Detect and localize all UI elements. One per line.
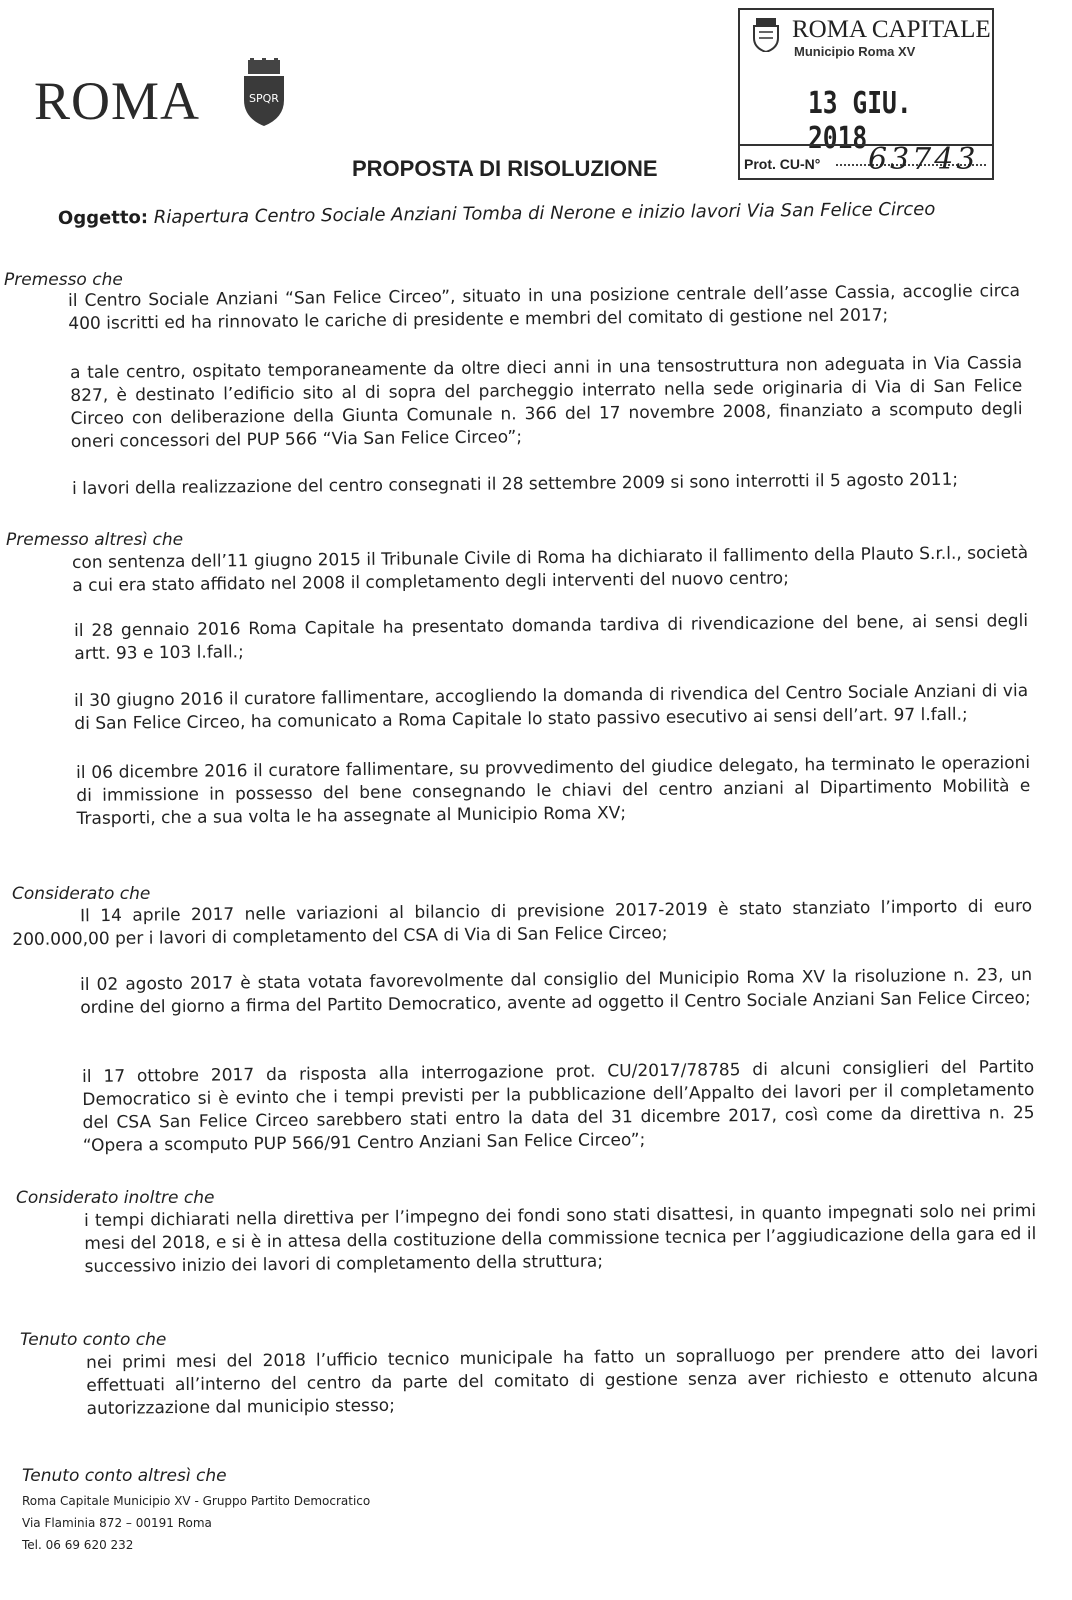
protocol-number: 63743	[868, 142, 979, 177]
premesso-paragraph-1: il Centro Sociale Anziani “San Felice Circeo”, situato in una posizione centrale dell’asse Cassia, accoglie circa 400 iscritti ed ha rinnovato le cariche di presidente e membri del comitato di gestione nel 2017;	[68, 281, 1021, 334]
subject-label: Oggetto:	[57, 207, 149, 229]
footer-group: Roma Capitale Municipio XV - Gruppo Partito Democratico	[22, 1494, 371, 1508]
considerato-paragraph-3: il 17 ottobre 2017 da risposta alla interrogazione prot. CU/2017/78785 di alcuni consiglieri del Partito Democratico si è evinto che i tempi previsti per la pubblicazione dell’Appalto dei lavori per il completamento del CSA San Felice Circeo sarebbero stati entro la data del 31 dicembre 2017, così come da direttiva n. 25 “Opera a scomputo PUP 566/91 Centro Anziani San Felice Circeo”;	[82, 1057, 1035, 1156]
protocol-label: Prot. CU-N°	[744, 156, 821, 172]
subject-text: Riapertura Centro Sociale Anziani Tomba di Nerone e inizio lavori Via San Felice Circeo	[153, 198, 936, 228]
stamp-title: ROMA CAPITALE	[792, 16, 991, 43]
stamp-crest-icon	[752, 18, 780, 52]
premesso-altresi-paragraph-3: il 30 giugno 2016 il curatore fallimentare, accogliendo la domanda di rivendica del Centro Sociale Anziani di via di San Felice Circeo, ha comunicato a Roma Capitale lo stato passivo esecutivo ai sensi dell’art. 97 l.fall.;	[74, 681, 1029, 734]
stamp-date: 13 GIU. 2018	[808, 86, 912, 156]
considerato-inoltre-paragraph-1: i tempi dichiarati nella direttiva per l’impegno dei fondi sono stati disattesi, in quanto impegnati solo nei primi mesi del 2018, e si è in attesa della costituzione della commissione tecnica per l’aggiudicazione della gara ed il successivo inizio dei lavori di completamento della struttura;	[84, 1201, 1037, 1277]
protocol-stamp	[738, 8, 994, 180]
subject-line	[58, 199, 936, 229]
premesso-altresi-paragraph-2: il 28 gennaio 2016 Roma Capitale ha presentato domanda tardiva di rivendicazione del bene, ai sensi degli artt. 93 e 103 l.fall.;	[74, 611, 1029, 664]
protocol-row	[740, 144, 992, 182]
premesso-altresi-paragraph-4: il 06 dicembre 2016 il curatore fallimentare, su provvedimento del giudice delegato, ha terminato le operazioni di immissione in possesso del bene consegnando le chiavi del centro anziani al Dipartimento Mobilità e Trasporti, che a sua volta le ha assegnate al Municipio Roma XV;	[76, 753, 1031, 829]
premesso-altresi-paragraph-1: con sentenza dell’11 giugno 2015 il Tribunale Civile di Roma ha dichiarato il fallimento della Plauto S.r.l., società a cui era stato affidato nel 2008 il completamento degli interventi del nuovo centro;	[72, 542, 1029, 596]
svg-text:SPQR: SPQR	[249, 92, 279, 105]
heading-tenuto-conto-altresi: Tenuto conto altresì che	[22, 1466, 227, 1486]
premesso-paragraph-2: a tale centro, ospitato temporaneamente da oltre dieci anni in una tensostruttura non adeguata in Via Cassia 827, è destinato l’edificio sito al di sopra del parcheggio interrato nella sede originaria di Via di San Felice Circeo con deliberazione della Giunta Comunale n. 366 del 17 novembre 2008, finanziato a scomputo degli oneri concessori del PUP 566 “Via San Felice Circeo”;	[70, 353, 1023, 452]
roma-logo-text: ROMA	[34, 71, 201, 131]
considerato-paragraph-1: Il 14 aprile 2017 nelle variazioni al bilancio di previsione 2017-2019 è stato stanziato l’importo di euro 200.000,00 per i lavori di completamento del CSA di Via di San Felice Circeo;	[12, 896, 1033, 950]
premesso-paragraph-3: i lavori della realizzazione del centro consegnati il 28 settembre 2009 si sono interrotti il 5 agosto 2011;	[72, 469, 959, 499]
footer-phone: Tel. 06 69 620 232	[22, 1538, 134, 1552]
footer-address: Via Flaminia 872 – 00191 Roma	[22, 1516, 212, 1530]
tenuto-conto-paragraph-1: nei primi mesi del 2018 l’ufficio tecnico municipale ha fatto un sopralluogo per prendere atto dei lavori effettuati all’interno del centro da parte del comitato di gestione senza aver richiesto e ottenuto alcuna autorizzazione dal municipio stesso;	[86, 1343, 1039, 1419]
stamp-subtitle: Municipio Roma XV	[794, 44, 916, 59]
heading-considerato: Considerato che	[12, 884, 151, 904]
heading-premesso-altresi: Premesso altresì che	[6, 530, 184, 550]
spqr-crest-icon	[238, 58, 290, 128]
heading-premesso: Premesso che	[4, 270, 123, 290]
document-title: PROPOSTA DI RISOLUZIONE	[352, 156, 658, 181]
considerato-paragraph-2: il 02 agosto 2017 è stata votata favorevolmente dal consiglio del Municipio Roma XV la risoluzione n. 23, un ordine del giorno a firma del Partito Democratico, avente ad oggetto il Centro Sociale Anziani San Felice Circeo;	[80, 965, 1033, 1018]
heading-tenuto-conto: Tenuto conto che	[20, 1330, 167, 1350]
heading-considerato-inoltre: Considerato inoltre che	[16, 1188, 215, 1208]
